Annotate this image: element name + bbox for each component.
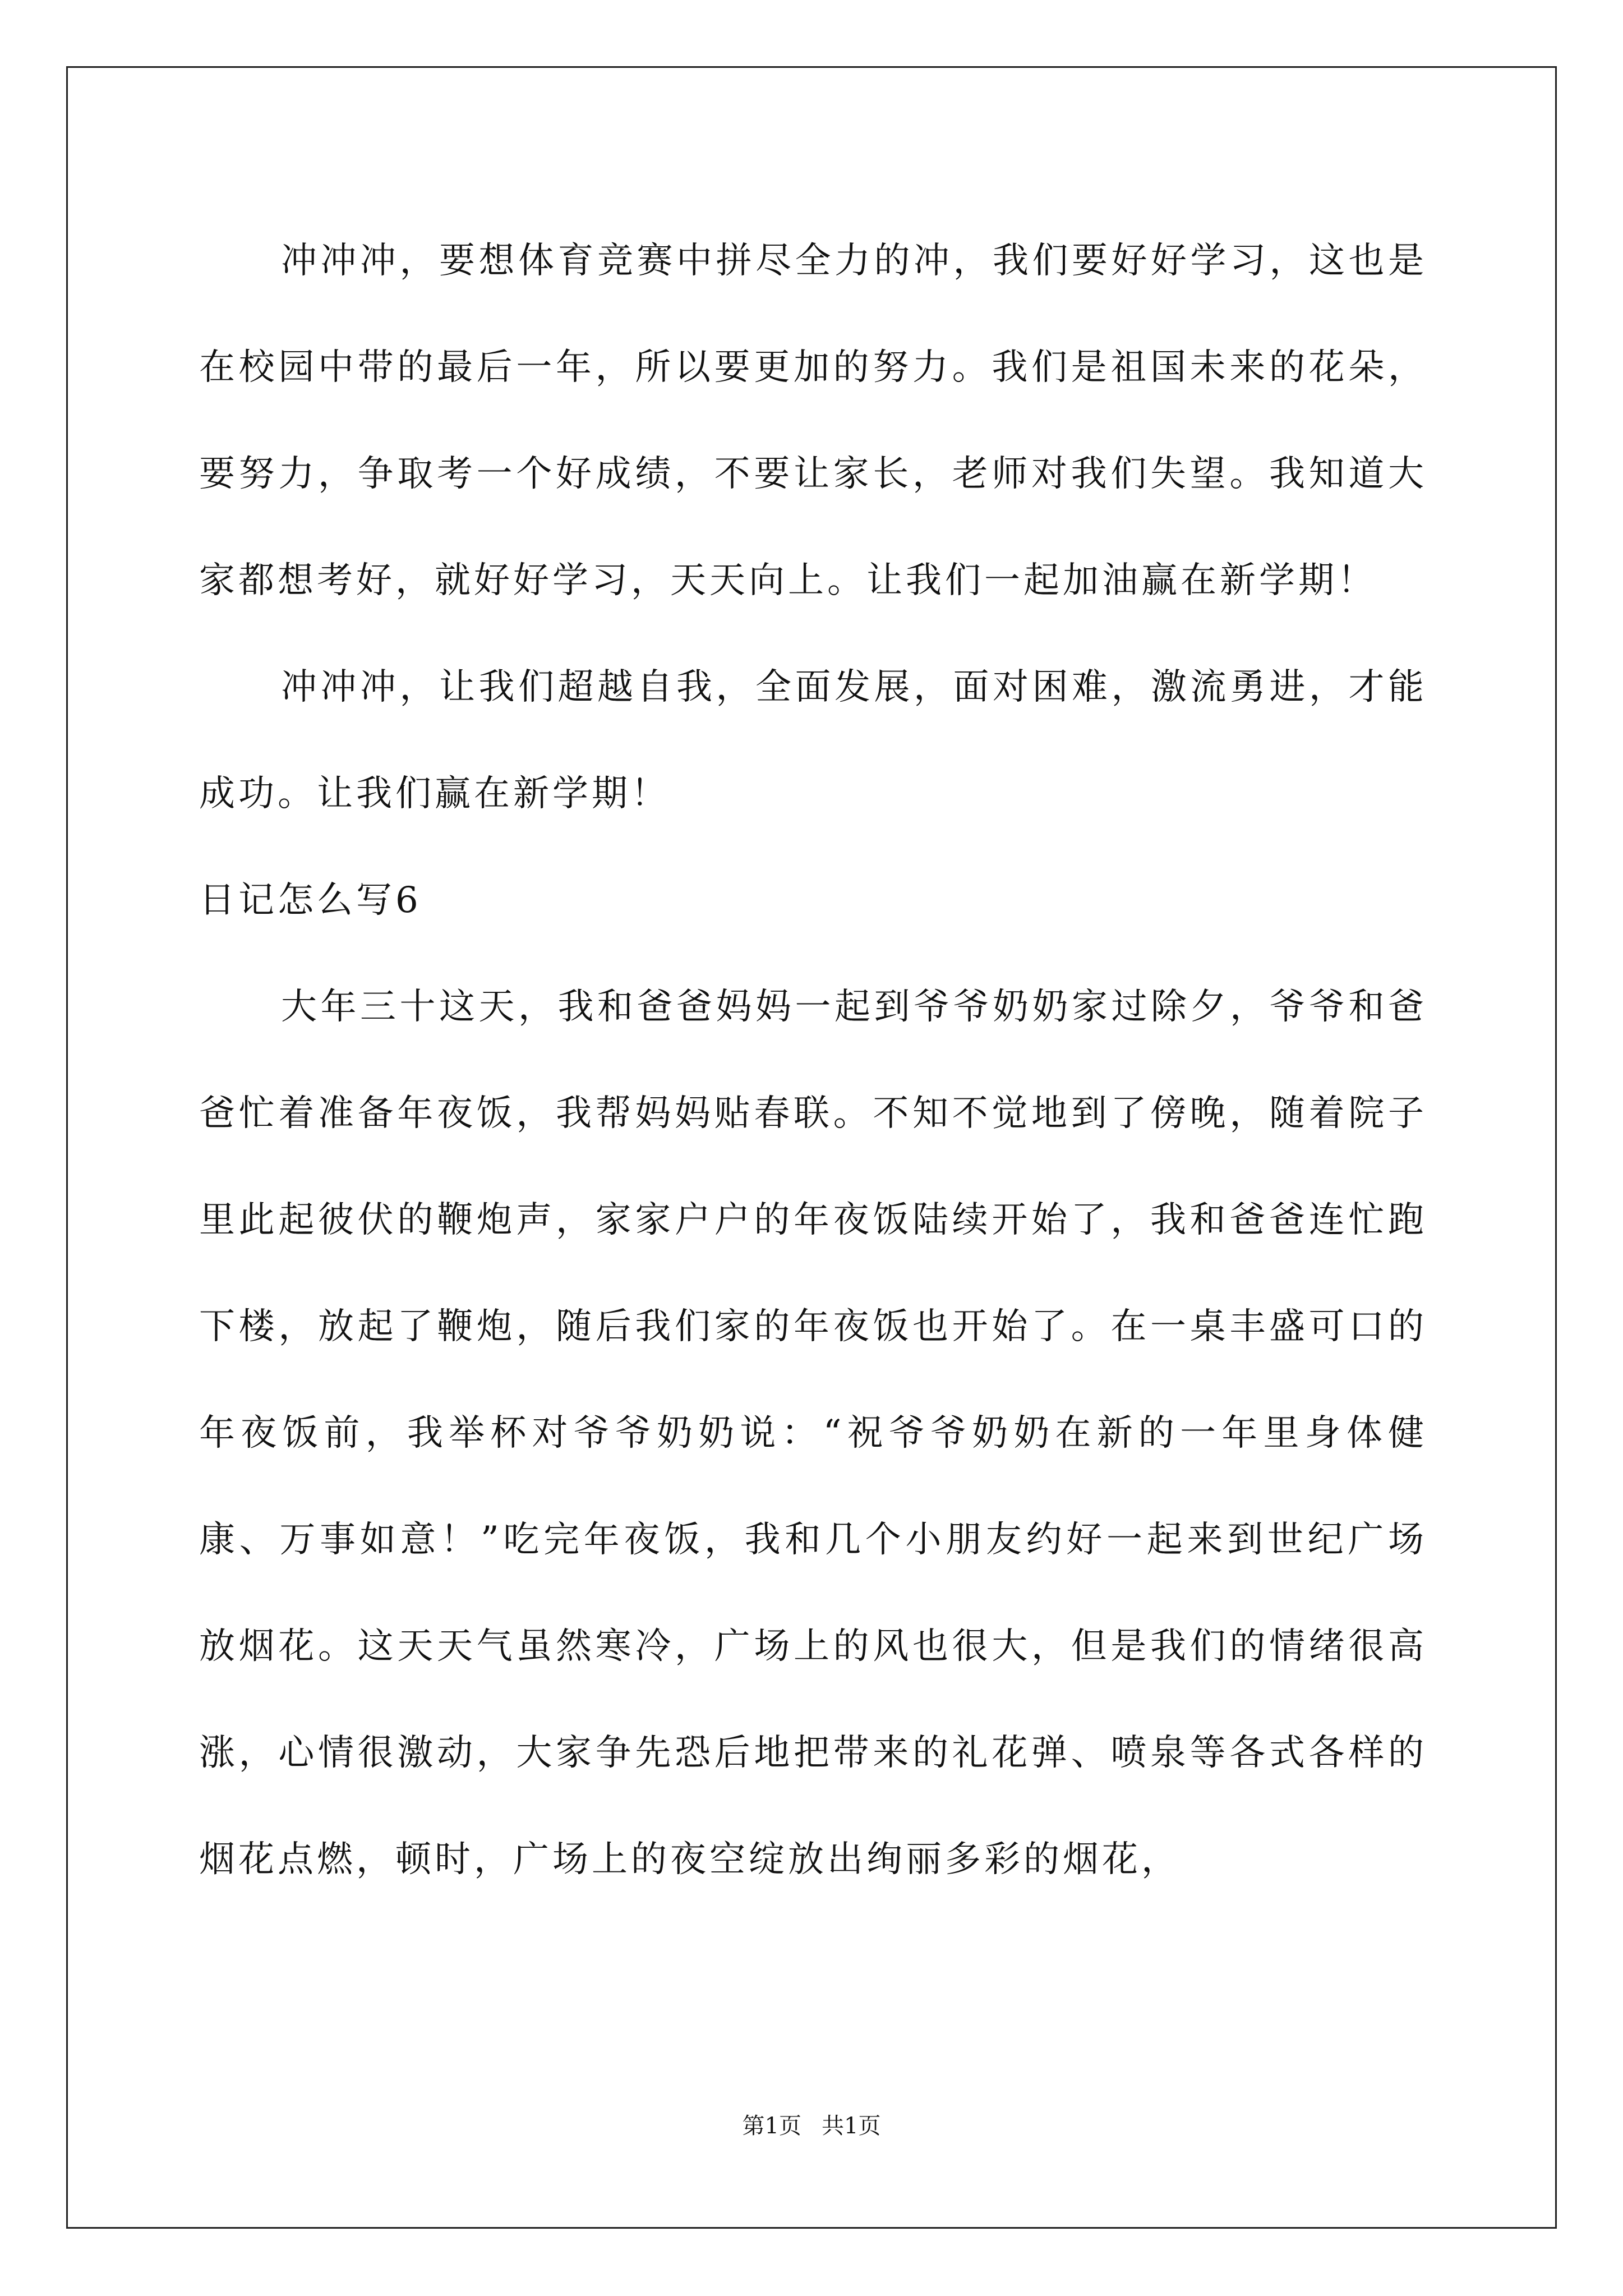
section-heading: 日记怎么写6 [199,880,422,921]
page-footer [0,2109,1623,2143]
page-number-total: 共1页 [822,2113,881,2139]
paragraph-new-year-eve: 大年三十这天，我和爸爸妈妈一起到爷爷奶奶家过除夕，爷爷和爸爸忙着准备年夜饭，我帮妈妈贴春联。不知不觉地到了傍晚，随着院子里此起彼伏的鞭炮声，家家户户的年夜饭陆续开始了，我和爸爸连忙跑下楼，放起了鞭炮，随后我们家的年夜饭也开始了。在一桌丰盛可口的年夜饭前，我举杯对爷爷奶奶说：“祝爷爷奶奶在新的一年里身体健康、万事如意！”吃完年夜饭，我和几个小朋友约好一起来到世纪广场放烟花。这天天气虽然寒冷，广场上的风也很大，但是我们的情绪很高涨，心情很激动，大家争先恐后地把带来的礼花弹、喷泉等各式各样的烟花点燃，顿时，广场上的夜空绽放出绚丽多彩的烟花， [199,986,1427,1880]
page-number-current: 第1页 [742,2113,801,2139]
document-body [199,208,1427,1913]
paragraph-study-2: 冲冲冲，让我们超越自我，全面发展，面对困难，激流勇进，才能成功。让我们赢在新学期！ [199,666,1427,815]
paragraph-study-1: 冲冲冲，要想体育竞赛中拼尽全力的冲，我们要好好学习，这也是在校园中带的最后一年，所以要更加的努力。我们是祖国未来的花朵，要努力，争取考一个好成绩，不要让家长，老师对我们失望。我知道大家都想考好，就好好学习，天天向上。让我们一起加油赢在新学期！ [199,240,1427,601]
